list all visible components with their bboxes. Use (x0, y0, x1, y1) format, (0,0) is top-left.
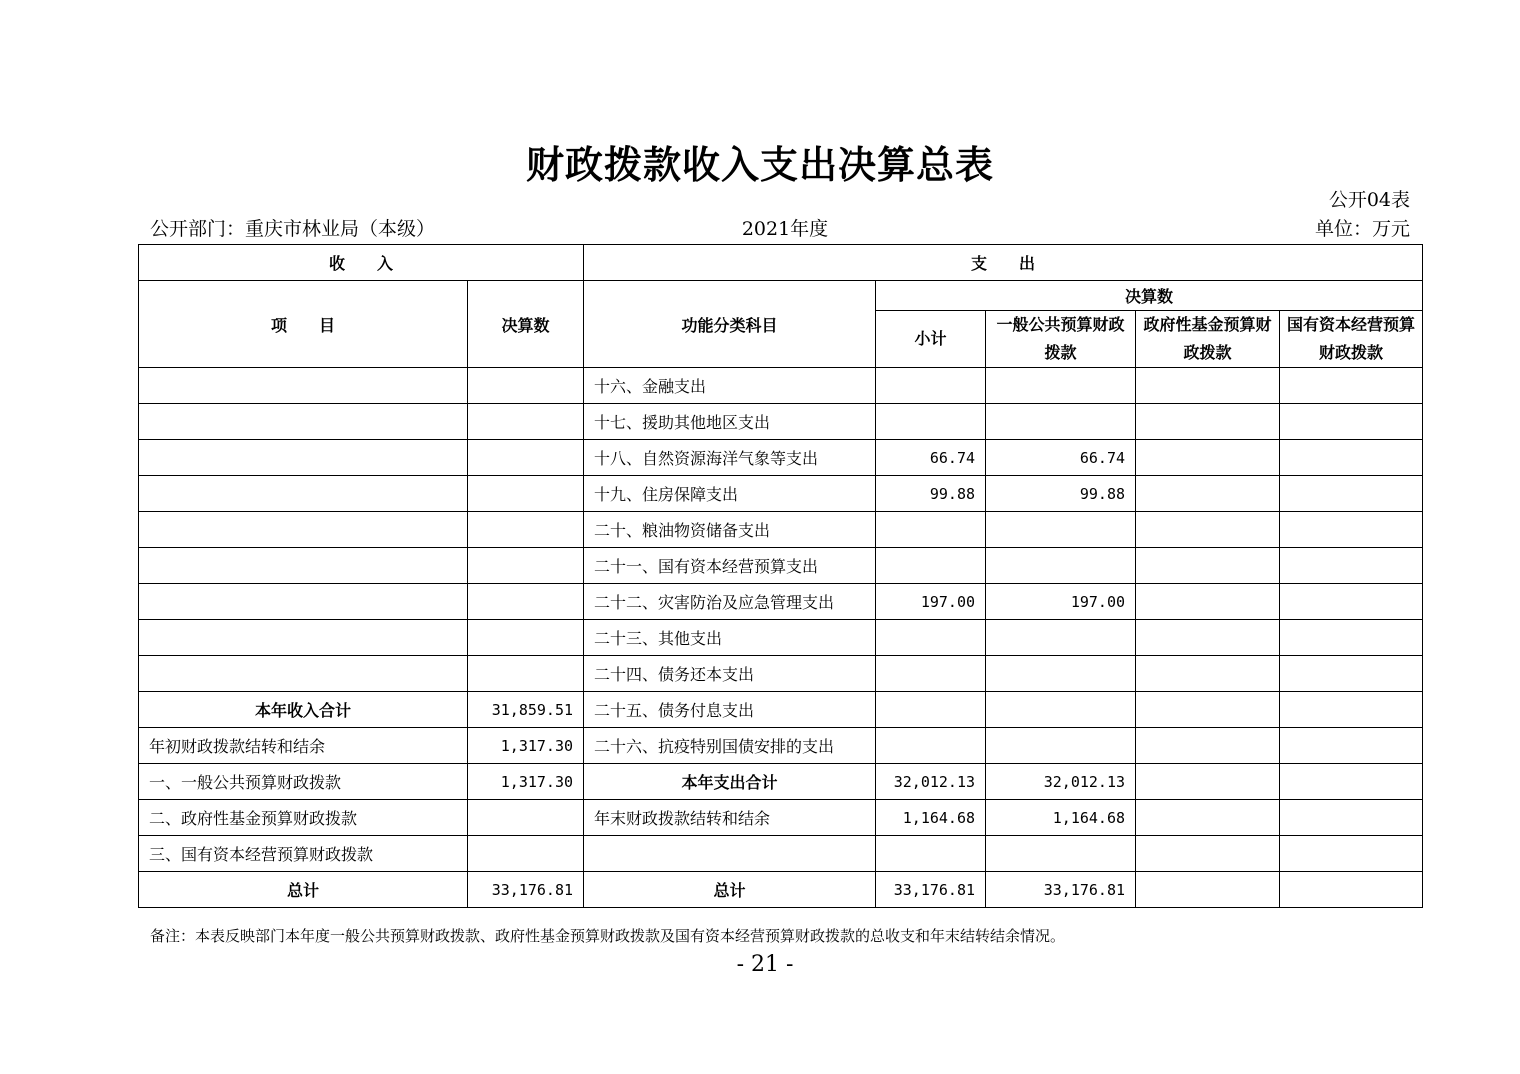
subtotal-cell: 99.88 (876, 476, 986, 512)
income-item-cell (139, 584, 468, 620)
state-capital-cell (1280, 476, 1423, 512)
general-budget-cell: 99.88 (986, 476, 1136, 512)
general-budget-cell: 66.74 (986, 440, 1136, 476)
subtotal-cell: 32,012.13 (876, 764, 986, 800)
table-row (139, 620, 1423, 656)
table-row (139, 404, 1423, 440)
income-item-cell (139, 656, 468, 692)
subtotal-cell (876, 548, 986, 584)
income-item-cell (139, 476, 468, 512)
state-capital-cell (1280, 836, 1423, 872)
gov-fund-cell (1136, 656, 1280, 692)
gov-fund-cell (1136, 368, 1280, 404)
income-item-cell (139, 512, 468, 548)
general-budget-cell (986, 692, 1136, 728)
income-amount-cell (468, 656, 584, 692)
income-amount-cell: 33,176.81 (468, 872, 584, 908)
gov-fund-cell (1136, 512, 1280, 548)
subtotal-cell (876, 404, 986, 440)
page-title: 财政拨款收入支出决算总表 (525, 142, 994, 187)
state-capital-cell (1280, 404, 1423, 440)
exp-amount-header: 决算数 (876, 281, 1423, 311)
gov-fund-cell (1136, 872, 1280, 908)
table-row (139, 368, 1423, 404)
income-item-cell: 二、政府性基金预算财政拨款 (139, 800, 468, 836)
table-row (139, 800, 1423, 836)
income-header: 收 入 (139, 245, 584, 281)
table-row (139, 512, 1423, 548)
state-capital-cell (1280, 512, 1423, 548)
department-label: 公开部门：重庆市林业局（本级） (150, 218, 436, 240)
category-cell: 二十三、其他支出 (584, 620, 876, 656)
general-budget-cell (986, 404, 1136, 440)
general-budget-cell (986, 512, 1136, 548)
footnote: 备注：本表反映部门本年度一般公共预算财政拨款、政府性基金预算财政拨款及国有资本经营预算财政拨款的总收支和年末结转结余情况。 (150, 927, 1066, 945)
state-capital-cell (1280, 548, 1423, 584)
category-cell: 二十四、债务还本支出 (584, 656, 876, 692)
income-amount-cell: 31,859.51 (468, 692, 584, 728)
category-cell: 本年支出合计 (584, 764, 876, 800)
gov-fund-cell (1136, 836, 1280, 872)
table-row (139, 728, 1423, 764)
gov-fund-cell (1136, 800, 1280, 836)
subtotal-cell (876, 836, 986, 872)
income-item-cell: 年初财政拨款结转和结余 (139, 728, 468, 764)
gov-fund-header: 政府性基金预算财政拨款 (1136, 311, 1280, 368)
income-amount-cell: 1,317.30 (468, 728, 584, 764)
category-cell: 十六、金融支出 (584, 368, 876, 404)
state-capital-cell (1280, 800, 1423, 836)
table-number: 公开04表 (1328, 189, 1410, 211)
subtotal-cell (876, 692, 986, 728)
income-item-cell: 一、一般公共预算财政拨款 (139, 764, 468, 800)
category-cell: 年末财政拨款结转和结余 (584, 800, 876, 836)
income-amount-cell (468, 620, 584, 656)
income-item-cell: 本年收入合计 (139, 692, 468, 728)
subtotal-cell (876, 368, 986, 404)
income-item-cell: 三、国有资本经营预算财政拨款 (139, 836, 468, 872)
category-cell: 总计 (584, 872, 876, 908)
table-row (139, 872, 1423, 908)
income-item-cell (139, 548, 468, 584)
category-cell: 十九、住房保障支出 (584, 476, 876, 512)
category-cell: 二十一、国有资本经营预算支出 (584, 548, 876, 584)
income-item-cell (139, 368, 468, 404)
fiscal-year: 2021年度 (741, 218, 829, 240)
income-amount-cell (468, 440, 584, 476)
income-amount-cell (468, 404, 584, 440)
general-budget-cell (986, 836, 1136, 872)
state-capital-cell (1280, 368, 1423, 404)
income-amount-cell (468, 476, 584, 512)
subtotal-cell: 66.74 (876, 440, 986, 476)
income-amount-cell (468, 368, 584, 404)
general-budget-header: 一般公共预算财政拨款 (986, 311, 1136, 368)
state-capital-cell (1280, 728, 1423, 764)
income-amount-cell: 1,317.30 (468, 764, 584, 800)
state-capital-cell (1280, 764, 1423, 800)
table-row (139, 836, 1423, 872)
item-header: 项 目 (139, 281, 468, 368)
income-amount-cell (468, 836, 584, 872)
gov-fund-cell (1136, 728, 1280, 764)
category-header: 功能分类科目 (584, 281, 876, 368)
gov-fund-cell (1136, 764, 1280, 800)
page-number: - 21 - (736, 952, 794, 977)
subtotal-header: 小计 (876, 311, 986, 368)
general-budget-cell (986, 548, 1136, 584)
table-row (139, 656, 1423, 692)
gov-fund-cell (1136, 620, 1280, 656)
general-budget-cell (986, 368, 1136, 404)
state-capital-cell (1280, 620, 1423, 656)
general-budget-cell: 33,176.81 (986, 872, 1136, 908)
table-row (139, 440, 1423, 476)
category-cell (584, 836, 876, 872)
income-amount-header: 决算数 (468, 281, 584, 368)
category-cell: 十八、自然资源海洋气象等支出 (584, 440, 876, 476)
gov-fund-cell (1136, 584, 1280, 620)
income-amount-cell (468, 800, 584, 836)
table-row (139, 548, 1423, 584)
income-amount-cell (468, 584, 584, 620)
gov-fund-cell (1136, 692, 1280, 728)
state-capital-header: 国有资本经营预算财政拨款 (1280, 311, 1423, 368)
table-row (139, 764, 1423, 800)
state-capital-cell (1280, 584, 1423, 620)
category-cell: 二十、粮油物资储备支出 (584, 512, 876, 548)
category-cell: 十七、援助其他地区支出 (584, 404, 876, 440)
table-row (139, 584, 1423, 620)
general-budget-cell: 32,012.13 (986, 764, 1136, 800)
general-budget-cell (986, 620, 1136, 656)
state-capital-cell (1280, 656, 1423, 692)
unit-label: 单位：万元 (1314, 218, 1410, 240)
table-row (139, 476, 1423, 512)
subtotal-cell (876, 728, 986, 764)
gov-fund-cell (1136, 440, 1280, 476)
subtotal-cell: 33,176.81 (876, 872, 986, 908)
subtotal-cell (876, 620, 986, 656)
state-capital-cell (1280, 692, 1423, 728)
category-cell: 二十五、债务付息支出 (584, 692, 876, 728)
general-budget-cell (986, 728, 1136, 764)
category-cell: 二十二、灾害防治及应急管理支出 (584, 584, 876, 620)
expenditure-header: 支 出 (584, 245, 1423, 281)
table-row (139, 692, 1423, 728)
subtotal-cell (876, 512, 986, 548)
general-budget-cell: 197.00 (986, 584, 1136, 620)
state-capital-cell (1280, 440, 1423, 476)
income-item-cell (139, 404, 468, 440)
subtotal-cell: 1,164.68 (876, 800, 986, 836)
general-budget-cell: 1,164.68 (986, 800, 1136, 836)
general-budget-cell (986, 656, 1136, 692)
income-amount-cell (468, 548, 584, 584)
income-item-cell (139, 620, 468, 656)
gov-fund-cell (1136, 476, 1280, 512)
budget-table (138, 244, 1423, 908)
gov-fund-cell (1136, 404, 1280, 440)
income-item-cell (139, 440, 468, 476)
state-capital-cell (1280, 872, 1423, 908)
income-amount-cell (468, 512, 584, 548)
subtotal-cell: 197.00 (876, 584, 986, 620)
subtotal-cell (876, 656, 986, 692)
income-item-cell: 总计 (139, 872, 468, 908)
gov-fund-cell (1136, 548, 1280, 584)
category-cell: 二十六、抗疫特别国债安排的支出 (584, 728, 876, 764)
